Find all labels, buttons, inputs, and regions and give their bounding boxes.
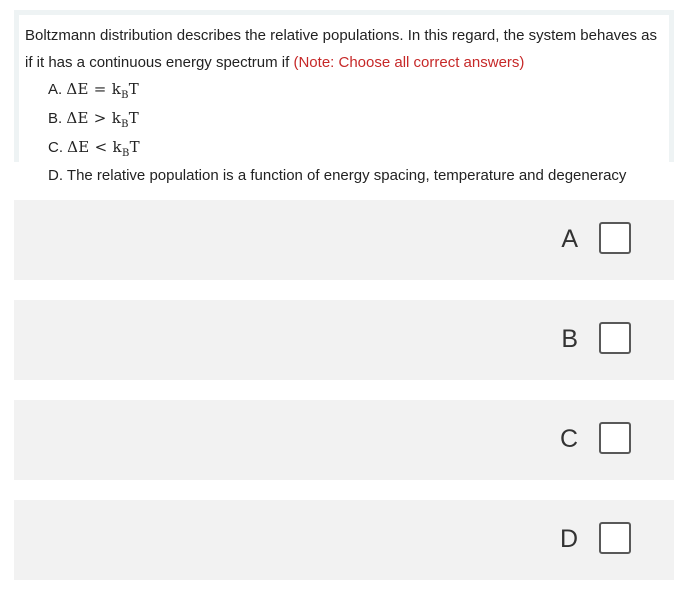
option-letter: D. (48, 167, 63, 184)
option-b (48, 107, 663, 136)
option-letter: C. (48, 139, 63, 156)
answer-checkbox-a[interactable] (599, 222, 631, 254)
option-list (25, 78, 663, 187)
answer-row-d[interactable] (14, 500, 674, 580)
option-a (48, 78, 663, 107)
answer-label: B (561, 325, 578, 353)
option-math: $\Delta E > k_BT$ (66, 109, 140, 130)
answer-label: C (559, 425, 578, 453)
question-text (25, 22, 663, 76)
option-letter: A. (48, 81, 63, 98)
question-content (19, 15, 669, 184)
question-main-text: Boltzmann distribution describes the relative populations. In this regard, the system behaves as if it has a continuous energy spectrum if (25, 27, 658, 71)
answer-row-c[interactable] (14, 400, 674, 480)
option-math: $\Delta E < k_BT$ (67, 138, 140, 159)
option-letter: B. (48, 110, 63, 127)
option-d (48, 165, 663, 187)
question-card (14, 10, 674, 184)
question-note: (Note: Choose all correct answers) (293, 54, 525, 71)
answer-checkbox-d[interactable] (599, 522, 631, 554)
option-math: $\Delta E = k_BT$ (66, 80, 140, 101)
answer-label: D (559, 525, 578, 553)
option-c (48, 136, 663, 165)
answer-checkbox-c[interactable] (599, 422, 631, 454)
option-text: The relative population is a function of energy spacing, temperature and degeneracy (66, 167, 627, 184)
answer-row-a[interactable] (14, 200, 674, 280)
answer-row-b[interactable] (14, 300, 674, 380)
answer-label: A (561, 225, 578, 253)
answer-checkbox-b[interactable] (599, 322, 631, 354)
